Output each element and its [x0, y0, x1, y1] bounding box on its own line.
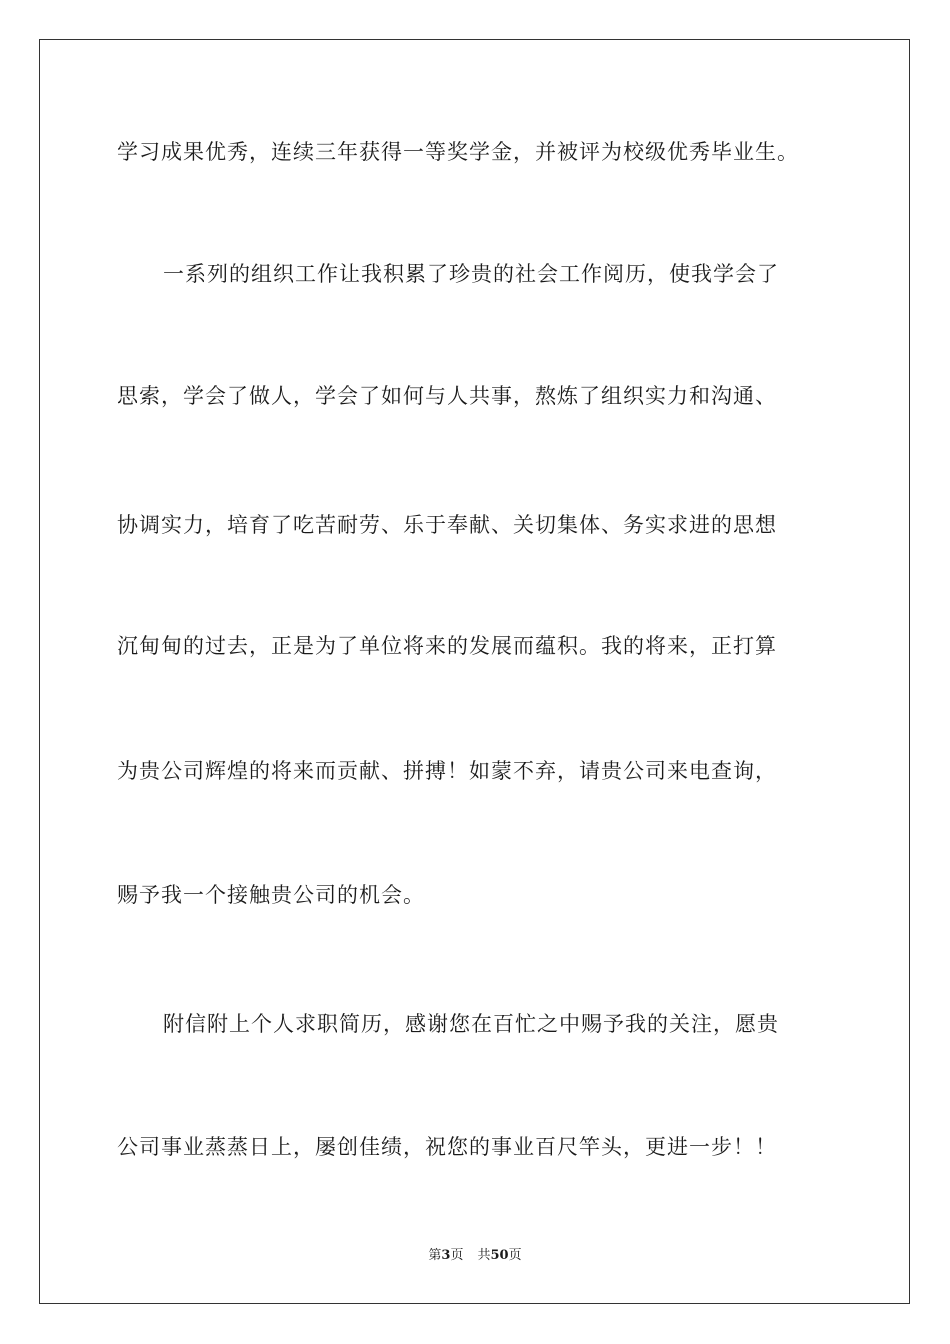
- paragraph-line-7: 赐予我一个接触贵公司的机会。: [117, 883, 425, 907]
- paragraph-line-8: 附信附上个人求职简历，感谢您在百忙之中赐予我的关注，愿贵: [163, 1012, 779, 1036]
- page-unit: 页: [450, 1248, 464, 1263]
- total-pages: 50: [490, 1248, 509, 1263]
- paragraph-line-9: 公司事业蒸蒸日上，屡创佳绩，祝您的事业百尺竿头，更进一步！！: [117, 1135, 777, 1159]
- page-border: [39, 39, 910, 1304]
- paragraph-line-5: 沉甸甸的过去，正是为了单位将来的发展而蕴积。我的将来，正打算: [117, 634, 777, 658]
- paragraph-line-2: 一系列的组织工作让我积累了珍贵的社会工作阅历，使我学会了: [163, 262, 779, 286]
- paragraph-line-4: 协调实力，培育了吃苦耐劳、乐于奉献、关切集体、务实求进的思想: [117, 513, 777, 537]
- paragraph-line-3: 思索，学会了做人，学会了如何与人共事，熬炼了组织实力和沟通、: [117, 384, 777, 408]
- page-footer: [0, 1247, 950, 1265]
- paragraph-line-6: 为贵公司辉煌的将来而贡献、拼搏！如蒙不弃，请贵公司来电查询，: [117, 759, 777, 783]
- paragraph-line-1: 学习成果优秀，连续三年获得一等奖学金，并被评为校级优秀毕业生。: [117, 140, 799, 164]
- total-prefix: 共: [477, 1248, 491, 1263]
- total-unit: 页: [508, 1248, 522, 1263]
- page-number: 3: [441, 1248, 451, 1263]
- page-prefix: 第: [428, 1248, 442, 1263]
